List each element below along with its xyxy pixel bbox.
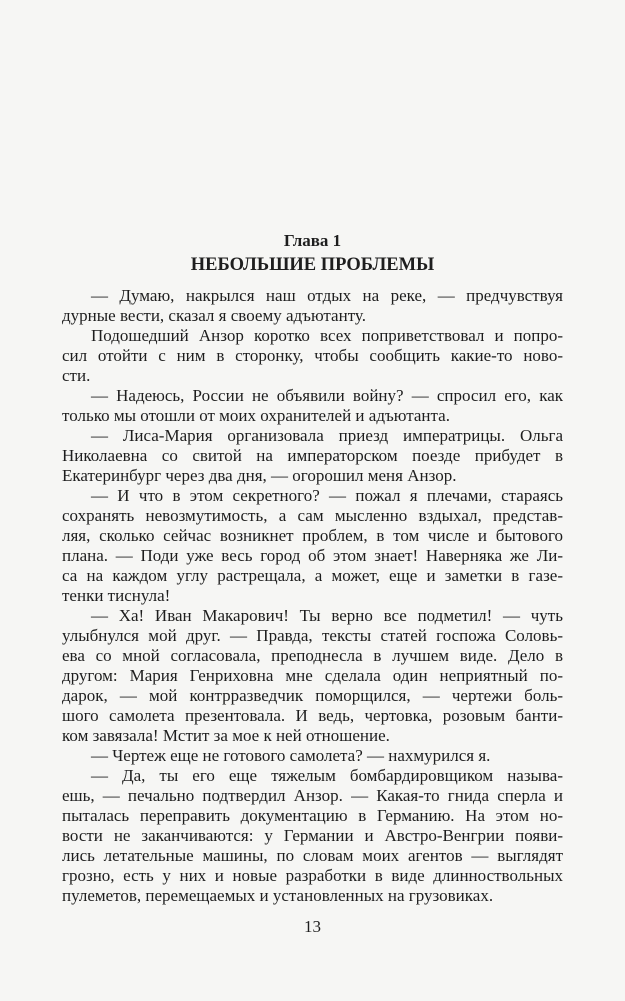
text-line: Подошедший Анзор коротко всех поприветствовал и попро-: [91, 326, 563, 345]
paragraph: [62, 746, 563, 766]
text-line: плана. — Поди уже весь город об этом знает! Наверняка же Ли-: [62, 546, 563, 565]
text-line: Николаевна со свитой на императорском поезде прибудет в: [62, 446, 563, 465]
chapter-number: Глава 1: [283, 231, 342, 250]
paragraph: [62, 486, 563, 606]
text-line: — Ха! Иван Макарович! Ты верно все подметил! — чуть: [91, 606, 563, 625]
text-line: тенки тиснула!: [62, 586, 171, 605]
text-line: ком завязала! Мстит за мое к ней отношение.: [62, 726, 390, 745]
text-line: ешь, — печально подтвердил Анзор. — Какая-то гнида сперла и: [62, 786, 563, 805]
text-line: улыбнулся мой друг. — Правда, тексты статей госпожа Соловь-: [62, 626, 563, 645]
text-line: — Лиса-Мария организовала приезд императрицы. Ольга: [91, 426, 563, 445]
text-line: Екатеринбург через два дня, — огорошил меня Анзор.: [62, 466, 457, 485]
text-line: вости не заканчиваются: у Германии и Австро-Венгрии появи-: [62, 826, 563, 845]
text-line: пыталась переправить документацию в Германию. На этом но-: [62, 806, 563, 825]
paragraph: [62, 766, 563, 906]
text-line: грозно, есть у них и новые разработки в виде длинноствольных: [62, 866, 563, 885]
text-line: шого самолета презентовала. И ведь, чертовка, розовым банти-: [62, 706, 563, 725]
text-line: са на каждом углу растрещала, а может, еще и заметки в газе-: [62, 566, 563, 585]
text-line: лись летательные машины, по словам моих агентов — выглядят: [62, 846, 563, 865]
paragraph: [62, 606, 563, 746]
text-line: дарок, — мой контрразведчик поморщился, — чертежи боль-: [62, 686, 563, 705]
text-line: только мы отошли от моих охранителей и адъютанта.: [62, 406, 450, 425]
text-line: дурные вести, сказал я своему адъютанту.: [62, 306, 366, 325]
paragraph: [62, 286, 563, 326]
body-text: [62, 286, 563, 906]
page-number: 13: [304, 917, 321, 936]
text-line: — И что в этом секретного? — пожал я плечами, стараясь: [91, 486, 563, 505]
text-line: сохранять невозмутимость, а сам мысленно вздыхал, представ-: [62, 506, 563, 525]
chapter-title: НЕБОЛЬШИЕ ПРОБЛЕМЫ: [190, 255, 435, 275]
text-line: сил отойти с ним в сторонку, чтобы сообщить какие-то ново-: [62, 346, 563, 365]
text-line: ляя, сколько сейчас возникнет проблем, в том числе и бытового: [62, 526, 563, 545]
text-line: пулеметов, перемещаемых и установленных на грузовиках.: [62, 886, 494, 905]
text-line: — Думаю, накрылся наш отдых на реке, — предчувствуя: [91, 286, 563, 305]
text-line: — Да, ты его еще тяжелым бомбардировщиком называ-: [91, 766, 563, 785]
text-line: — Надеюсь, России не объявили войну? — спросил его, как: [91, 386, 563, 405]
paragraph: [62, 326, 563, 386]
text-line: сти.: [62, 366, 91, 385]
text-line: ева со мной согласовала, преподнесла в лучшем виде. Дело в: [62, 646, 563, 665]
paragraph: [62, 426, 563, 486]
text-line: другом: Мария Генриховна мне сделала один неприятный по-: [62, 666, 563, 685]
text-line: — Чертеж еще не готового самолета? — нахмурился я.: [91, 746, 491, 765]
paragraph: [62, 386, 563, 426]
